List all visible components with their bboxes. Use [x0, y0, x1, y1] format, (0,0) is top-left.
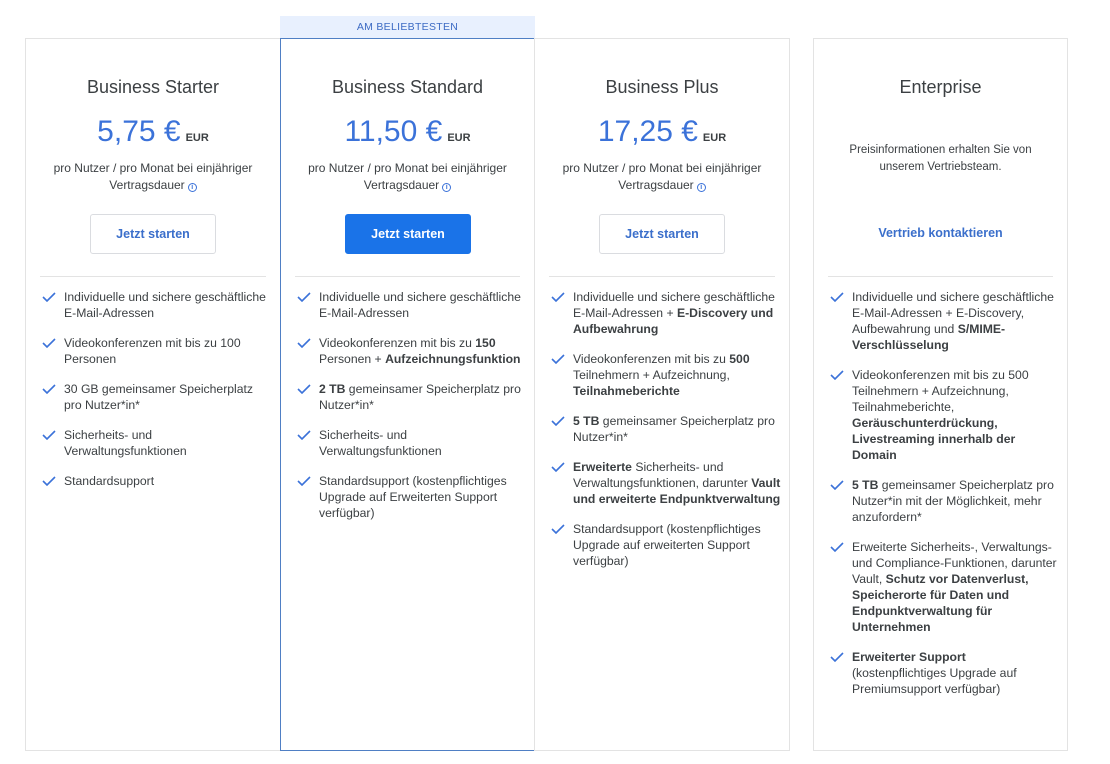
plan-card-business-standard: [280, 38, 535, 751]
feature-text: Videokonferenzen mit bis zu: [319, 336, 476, 350]
info-icon[interactable]: i: [188, 183, 197, 192]
feature-text: Individuelle und sichere geschäftliche E-Mail-Adressen +: [573, 290, 775, 320]
feature-text: 2 TB: [319, 382, 346, 396]
check-icon: [297, 292, 311, 302]
price-value: 5,75 €: [97, 115, 181, 148]
check-icon: [830, 292, 844, 302]
check-icon: [830, 542, 844, 552]
price-note-text: pro Nutzer / pro Monat bei einjähriger Vertragsdauer: [308, 161, 507, 192]
price-row: [281, 115, 534, 149]
feature-item: [40, 335, 272, 367]
feature-text: gemeinsamer Speicherplatz pro Nutzer*in*: [319, 382, 521, 412]
feature-list: [295, 289, 526, 535]
check-icon: [42, 292, 56, 302]
feature-text: Videokonferenzen mit bis zu: [573, 352, 730, 366]
check-icon: [551, 524, 565, 534]
feature-item: [40, 289, 272, 321]
start-button[interactable]: Jetzt starten: [90, 214, 216, 254]
feature-text: 5 TB: [852, 478, 879, 492]
check-icon: [297, 476, 311, 486]
feature-item: [295, 335, 526, 367]
feature-text: Videokonferenzen mit bis zu 500 Teilnehmern + Aufzeichnung, Teilnahmeberichte,: [852, 368, 1029, 414]
price-note-text: pro Nutzer / pro Monat bei einjähriger Vertragsdauer: [53, 161, 253, 192]
check-icon: [830, 370, 844, 380]
feature-item: [828, 477, 1059, 525]
check-icon: [551, 462, 565, 472]
feature-text: Standardsupport (kostenpflichtiges Upgrade auf erweiterten Support verfügbar): [573, 522, 761, 568]
feature-item: [828, 649, 1059, 697]
plan-name: Business Starter: [86, 77, 220, 97]
feature-item: [828, 289, 1059, 353]
plan-card-business-starter: [25, 38, 281, 751]
price-row: [26, 115, 280, 149]
price-row: [535, 115, 789, 149]
feature-text: 5 TB: [573, 414, 600, 428]
feature-text: Videokonferenzen mit bis zu 100 Personen: [64, 336, 241, 366]
feature-text: 30 GB gemeinsamer Speicherplatz pro Nutzer*in*: [64, 382, 254, 412]
start-button[interactable]: Jetzt starten: [599, 214, 725, 254]
feature-text: Vault und erweiterte Endpunktverwaltung: [573, 476, 781, 506]
feature-item: [295, 427, 526, 459]
feature-text: Standardsupport: [64, 474, 155, 488]
feature-list: [549, 289, 781, 583]
feature-text: Teilnahmeberichte: [573, 384, 680, 398]
feature-list: [828, 289, 1059, 711]
check-icon: [42, 430, 56, 440]
feature-item: [40, 473, 272, 489]
currency-label: EUR: [447, 132, 471, 144]
feature-item: [549, 459, 781, 507]
feature-text: 500: [729, 352, 750, 366]
feature-text: Individuelle und sichere geschäftliche E-Mail-Adressen: [319, 290, 521, 320]
price-note: [295, 160, 520, 194]
feature-item: [549, 289, 781, 337]
feature-item: [40, 427, 272, 459]
currency-label: EUR: [185, 132, 209, 144]
feature-text: gemeinsamer Speicherplatz pro Nutzer*in mit der Möglichkeit, mehr anzufordern*: [852, 478, 1054, 524]
feature-text: S/MIME-Verschlüsselung: [852, 322, 1006, 352]
price-note: [40, 160, 266, 194]
feature-text: Standardsupport (kostenpflichtiges Upgrade auf Erweiterten Support verfügbar): [319, 474, 507, 520]
check-icon: [830, 652, 844, 662]
feature-text: Personen +: [319, 352, 386, 366]
check-icon: [830, 480, 844, 490]
currency-label: EUR: [702, 132, 727, 144]
check-icon: [42, 384, 56, 394]
divider: [549, 276, 775, 277]
feature-text: 150: [475, 336, 496, 350]
popular-badge: AM BELIEBTESTEN: [280, 16, 535, 38]
feature-item: [295, 473, 526, 521]
plan-name: Business Plus: [605, 77, 719, 97]
feature-text: Erweiterter Support: [852, 650, 966, 664]
feature-text: Sicherheits- und Verwaltungsfunktionen: [64, 428, 187, 458]
plan-card-business-plus: [534, 38, 790, 751]
feature-text: Geräuschunterdrückung, Livestreaming innerhalb der Domain: [852, 416, 1016, 462]
price-note: [549, 160, 775, 194]
check-icon: [297, 384, 311, 394]
check-icon: [551, 416, 565, 426]
divider: [828, 276, 1053, 277]
feature-text: Sicherheits- und Verwaltungsfunktionen, darunter: [573, 460, 752, 490]
plan-card-enterprise: [813, 38, 1068, 751]
feature-item: [549, 413, 781, 445]
feature-list: [40, 289, 272, 503]
feature-item: [295, 289, 526, 321]
feature-text: Erweiterte: [573, 460, 632, 474]
plan-name: Business Standard: [331, 77, 484, 97]
feature-text: Aufzeichnungsfunktion: [385, 352, 521, 366]
feature-text: (kostenpflichtiges Upgrade auf Premiumsupport verfügbar): [852, 666, 1017, 696]
feature-item: [828, 539, 1059, 635]
price-note: Preisinformationen erhalten Sie von unserem Vertriebsteam.: [849, 144, 1032, 173]
feature-text: Teilnehmern + Aufzeichnung,: [573, 368, 730, 382]
feature-item: [549, 521, 781, 569]
feature-item: [828, 367, 1059, 463]
divider: [295, 276, 520, 277]
feature-text: gemeinsamer Speicherplatz pro Nutzer*in*: [573, 414, 775, 444]
price-value: 11,50 €: [344, 115, 443, 148]
check-icon: [297, 430, 311, 440]
feature-item: [40, 381, 272, 413]
feature-item: [549, 351, 781, 399]
price-value: 17,25 €: [597, 115, 698, 148]
feature-text: E-Discovery und Aufbewahrung: [573, 306, 774, 336]
info-icon[interactable]: i: [442, 183, 451, 192]
feature-text: Individuelle und sichere geschäftliche E-Mail-Adressen + E-Discovery, Aufbewahrung und: [852, 290, 1054, 336]
contact-sales-link[interactable]: Vertrieb kontaktieren: [878, 226, 1003, 240]
check-icon: [551, 354, 565, 364]
divider: [40, 276, 266, 277]
feature-item: [295, 381, 526, 413]
price-note-text: pro Nutzer / pro Monat bei einjähriger Vertragsdauer: [562, 161, 762, 192]
feature-text: Sicherheits- und Verwaltungsfunktionen: [319, 428, 442, 458]
start-button[interactable]: Jetzt starten: [345, 214, 471, 254]
check-icon: [297, 338, 311, 348]
feature-text: Erweiterte Sicherheits-, Verwaltungs- und Compliance-Funktionen, darunter Vault,: [852, 540, 1057, 586]
feature-text: Individuelle und sichere geschäftliche E-Mail-Adressen: [64, 290, 266, 320]
info-icon[interactable]: i: [697, 183, 706, 192]
plan-name: Enterprise: [899, 77, 982, 97]
check-icon: [42, 338, 56, 348]
check-icon: [42, 476, 56, 486]
feature-text: Schutz vor Datenverlust, Speicherorte für Daten und Endpunktverwaltung für Unternehmen: [852, 572, 1029, 634]
check-icon: [551, 292, 565, 302]
